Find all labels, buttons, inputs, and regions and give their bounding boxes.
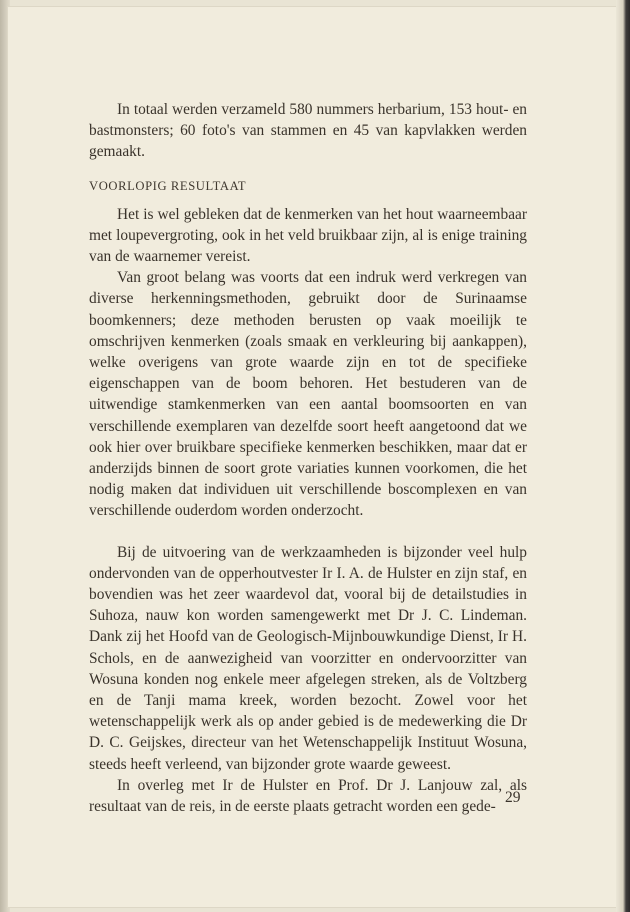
section-heading: VOORLOPIG RESULTAAT xyxy=(89,178,247,193)
paragraph-collection-summary: In totaal werden verzameld 580 nummers herbarium, 153 hout- en bastmonsters; 60 foto's van stammen en 45 van kapvlakken werden gemaakt. xyxy=(89,101,527,161)
body-text xyxy=(89,99,527,817)
page-right-edge xyxy=(616,0,630,912)
paragraph-wood-features: Het is wel gebleken dat de kenmerken van het hout waarneembaar met loupevergroting, ook in het veld bruikbaar zijn, al is enige training van de waarnemer vereist. xyxy=(89,205,527,266)
paragraph-recognition-methods: Van groot belang was voorts dat een indruk werd verkregen van diverse herkenningsmethoden, gebruikt door de Surinaamse boomkenners; deze methoden berusten op vaak moeilijk te omschrijven kenmerken (zoals smaak en verkleuring bij aankappen), welke overigens van grote waarde zijn en tot de specifieke eigenschappen van de boom behoren. Het bestuderen van de uitwendige stamkenmerken van een aantal boomsoorten en van verschillende exemplaren van dezelfde soort heeft aangetoond dat we ook hier over bruikbare specifieke kenmerken beschikken, maar dat er anderzijds binnen de soort grote variaties kunnen voorkomen, die het nodig maken dat individuen uit verschillende boscomplexen en van verschillende ouderdom worden onderzocht. xyxy=(89,269,527,520)
paragraph-gap xyxy=(89,522,527,542)
paragraph-acknowledgements: Bij de uitvoering van de werkzaamheden is bijzonder veel hulp ondervonden van de opperhoutvester Ir I. A. de Hulster en zijn staf, en bovendien was het zeer waardevol dat, vooral bij de detailstudies in Suhoza, nauw kon worden samengewerkt met Dr J. C. Lindeman. Dank zij het Hoofd van de Geologisch-Mijnbouwkundige Dienst, Ir H. Schols, en de aanwezigheid van voorzitter en ondervoorzitter van Wosuna konden nog enkele meer afgelegen streken, als de Voltzberg en de Tanji mama kreek, worden bezocht. Zowel voor het wetenschappelijk werk als op ander gebied is de medewerking die Dr D. C. Geijskes, directeur van het Wetenschappelijk Instituut Wosuna, steeds heeft verleend, van bijzonder grote waarde geweest. xyxy=(89,543,527,773)
paragraph-future-plans: In overleg met Ir de Hulster en Prof. Dr J. Lanjouw zal, als resultaat van de reis, in de eerste plaats getracht worden een gede- xyxy=(89,776,527,816)
page-number: 29 xyxy=(505,789,521,806)
